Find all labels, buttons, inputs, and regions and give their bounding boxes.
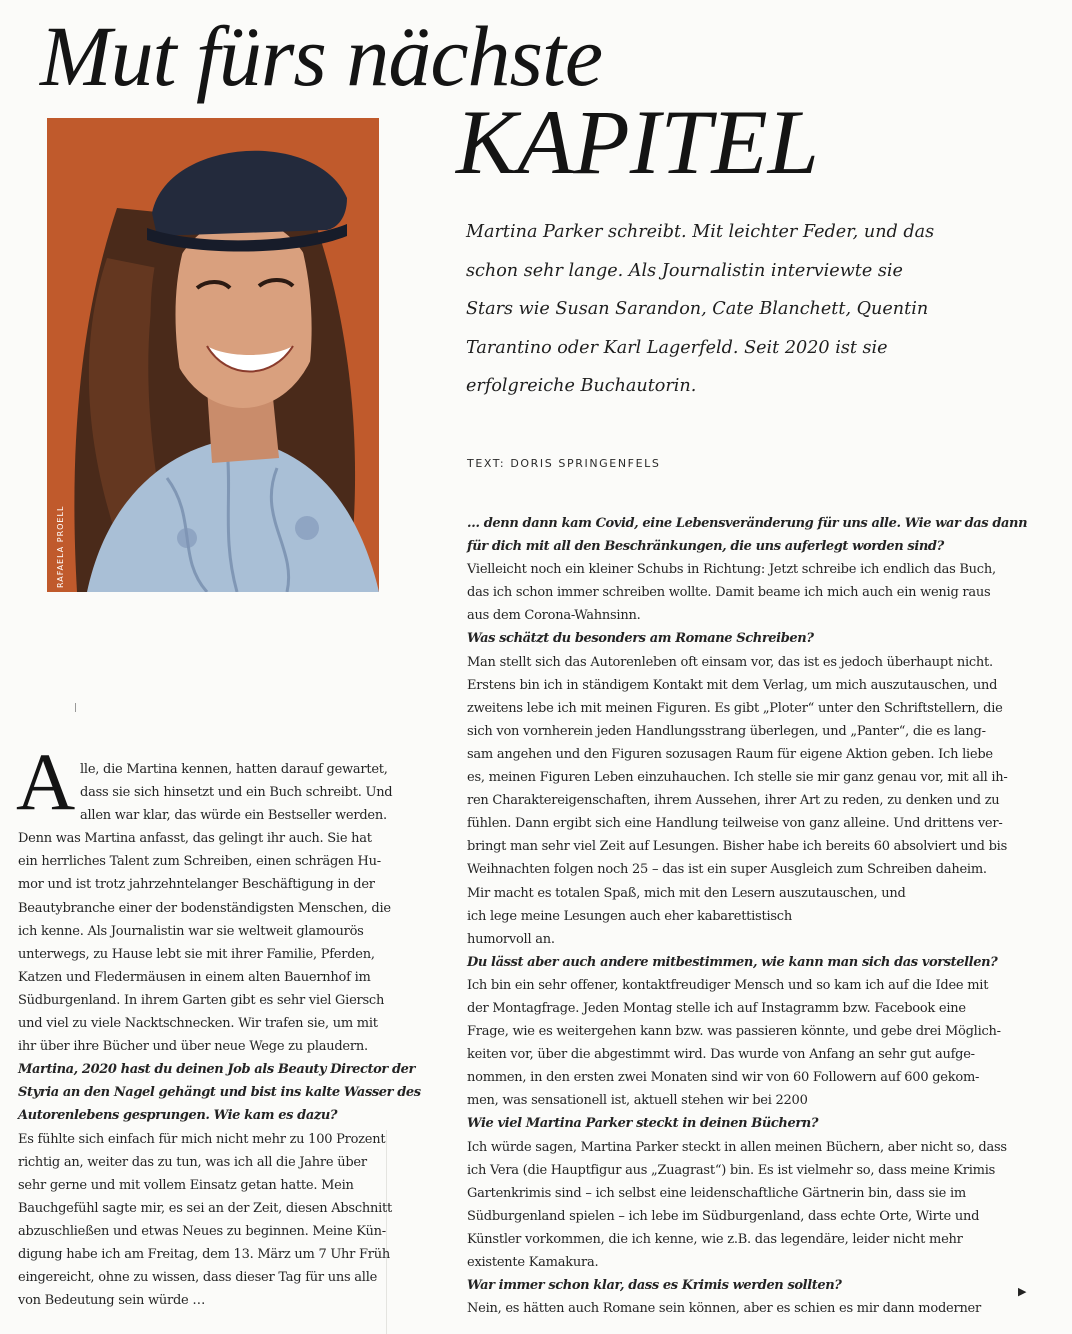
body-text-line: Man stellt sich das Autorenleben oft einsam vor, das ist es jedoch überhaupt nicht. xyxy=(467,654,993,670)
left-column xyxy=(18,758,421,1312)
body-text-line: zweitens lebe ich mit meinen Figuren. Es gibt „Ploter“ unter den Schriftstellern, die xyxy=(467,700,1003,716)
interview-question-line: Autorenlebens gesprungen. Wie kam es dazu? xyxy=(18,1108,338,1124)
portrait-photo xyxy=(47,118,379,592)
body-text-line: der Montagfrage. Jeden Montag stelle ich auf Instagramm bzw. Facebook eine xyxy=(467,1000,966,1016)
body-text-line: das ich schon immer schreiben wollte. Damit beame ich mich auch ein wenig raus xyxy=(467,585,991,601)
body-text-line: Erstens bin ich in ständigem Kontakt mit dem Verlag, um mich auszutauschen, und xyxy=(467,677,998,693)
body-text-line: abzuschließen und etwas Neues zu beginnen. Meine Kün- xyxy=(18,1223,386,1239)
title-line-2: KAPITEL xyxy=(456,91,819,193)
body-text-line: Mir macht es totalen Spaß, mich mit den Lesern auszutauschen, und xyxy=(467,885,906,901)
body-text-line: Nein, es hätten auch Romane sein können, aber es schien es mir dann moderner xyxy=(467,1301,981,1317)
body-text-line: digung habe ich am Freitag, dem 13. März um 7 Uhr Früh xyxy=(18,1246,390,1262)
byline: TEXT: DORIS SPRINGENFELS xyxy=(467,457,661,470)
body-text-line: es, meinen Figuren Leben einzuhauchen. Ich stelle sie mir ganz genau vor, mit all ih- xyxy=(467,770,1008,786)
body-text-line: dass sie sich hinsetzt und ein Buch schreibt. Und xyxy=(80,785,393,801)
body-text-line: ich Vera (die Hauptfigur aus „Zuagrast“) bin. Es ist vielmehr so, dass meine Krimis xyxy=(467,1162,996,1178)
body-text-line: ihr über ihre Bücher und über neue Wege zu plaudern. xyxy=(18,1039,368,1055)
body-text-line: sehr gerne und mit vollem Einsatz getan hatte. Mein xyxy=(18,1177,354,1193)
title-line-1: Mut fürs nächste xyxy=(40,8,603,104)
body-text-line: Es fühlte sich einfach für mich nicht mehr zu 100 Prozent xyxy=(18,1131,386,1147)
lead-paragraph: Martina Parker schreibt. Mit leichter Feder, und das schon sehr lange. Als Journalistin interviewte sie Stars wie Susan Sarandon, Cate Blanchett, Quentin Tarantino oder Karl Lagerfeld. Seit 2020 ist sie erfolgreiche Buchautorin. xyxy=(466,222,935,396)
body-text-line: fühlen. Dann ergibt sich eine Handlung teilweise von ganz alleine. Und drittens ver- xyxy=(467,816,1003,832)
body-text-line: Ich würde sagen, Martina Parker steckt in allen meinen Büchern, aber nicht so, dass xyxy=(467,1139,1007,1155)
body-text-line: ich kenne. Als Journalistin war sie weltweit glamourös xyxy=(18,923,364,939)
body-text-line: Beautybranche einer der bodenständigsten Menschen, die xyxy=(18,900,391,916)
body-text-line: ein herrliches Talent zum Schreiben, einen schrägen Hu- xyxy=(18,854,381,870)
interview-question-line: Du lässt aber auch andere mitbestimmen, wie kann man sich das vorstellen? xyxy=(467,954,998,970)
body-text-line: ich lege meine Lesungen auch eher kabarettistisch xyxy=(467,908,792,924)
portrait-illustration xyxy=(47,118,379,592)
body-text-line: Ich bin ein sehr offener, kontaktfreudiger Mensch und so kam ich auf die Idee mit xyxy=(467,977,989,993)
body-text-line: Weihnachten folgen noch 25 – das ist ein super Ausgleich zum Schreiben daheim. xyxy=(467,862,987,878)
body-text-line: Bauchgefühl sagte mir, es sei an der Zeit, diesen Abschnitt xyxy=(18,1200,392,1216)
body-text-line: lle, die Martina kennen, hatten darauf gewartet, xyxy=(80,762,388,777)
body-text-line: Vielleicht noch ein kleiner Schubs in Richtung: Jetzt schreibe ich endlich das Buch, xyxy=(467,562,996,578)
continue-arrow-icon: ▶ xyxy=(1018,1285,1027,1298)
body-text-line: Gartenkrimis sind – ich selbst eine leidenschaftliche Gärtnerin bin, dass sie im xyxy=(467,1185,966,1201)
body-text-line: Südburgenland spielen – ich lebe im Südburgenland, dass echte Orte, Wirte und xyxy=(467,1208,980,1224)
body-text-line: richtig an, weiter das zu tun, was ich all die Jahre über xyxy=(18,1154,367,1170)
interview-question-line: Wie viel Martina Parker steckt in deinen Büchern? xyxy=(467,1116,819,1132)
body-text-line: Frage, wie es weitergehen kann bzw. was passieren könnte, und gebe drei Möglich- xyxy=(467,1024,1001,1040)
body-text-line: sam angehen und den Figuren sozusagen Raum für eigene Aktion geben. Ich liebe xyxy=(467,746,993,762)
drop-cap: A xyxy=(16,736,76,827)
body-text-line: allen war klar, das würde ein Bestseller werden. xyxy=(80,808,387,824)
interview-question-line: War immer schon klar, dass es Krimis werden sollten? xyxy=(467,1278,842,1294)
body-text-line: Denn was Martina anfasst, das gelingt ihr auch. Sie hat xyxy=(18,831,372,847)
interview-question-line: Martina, 2020 hast du deinen Job als Beauty Director der xyxy=(18,1062,416,1078)
body-text-line: bringt man sehr viel Zeit auf Lesungen. Bisher habe ich bereits 60 absolviert und bis xyxy=(467,839,1007,855)
body-text-line: ren Charaktereigenschaften, ihrem Aussehen, ihrer Art zu reden, zu denken und zu xyxy=(467,793,1000,809)
body-text-line: men, was sensationell ist, aktuell stehen wir bei 2200 xyxy=(467,1093,808,1109)
body-text-line: und viel zu viele Nacktschnecken. Wir trafen sie, um mit xyxy=(18,1016,378,1032)
body-text-line: unterwegs, zu Hause lebt sie mit ihrer Familie, Pferden, xyxy=(18,946,375,962)
interview-question-line: Was schätzt du besonders am Romane Schreiben? xyxy=(467,631,814,647)
body-text-line: Katzen und Fledermäusen in einem alten Bauernhof im xyxy=(18,969,371,985)
interview-question-line: … denn dann kam Covid, eine Lebensveränderung für uns alle. Wie war das dann xyxy=(467,516,1028,531)
body-text-line: existente Kamakura. xyxy=(467,1255,599,1270)
body-text-line: nommen, in den ersten zwei Monaten sind wir von 60 Followern auf 600 gekom- xyxy=(467,1070,980,1086)
right-column xyxy=(467,512,1047,1320)
body-text-line: Künstler vorkommen, die ich kenne, wie z.B. das legendäre, leider nicht mehr xyxy=(467,1231,963,1247)
photo-credit: RAFAELA PROELL xyxy=(56,505,65,588)
layout-tick xyxy=(75,703,76,712)
body-text-line: aus dem Corona-Wahnsinn. xyxy=(467,608,641,624)
body-text-line: sich von vornherein jeden Handlungsstrang überlegen, und „Panter“, die es lang- xyxy=(467,723,986,739)
interview-question-line: Styria an den Nagel gehängt und bist ins kalte Wasser des xyxy=(18,1085,421,1101)
interview-question-line: für dich mit all den Beschränkungen, die uns auferlegt worden sind? xyxy=(467,539,944,555)
body-text-line: mor und ist trotz jahrzehntelanger Beschäftigung in der xyxy=(18,877,375,893)
body-text-line: von Bedeutung sein würde … xyxy=(18,1293,206,1309)
body-text-line: eingereicht, ohne zu wissen, dass dieser Tag für uns alle xyxy=(18,1270,378,1286)
body-text-line: humorvoll an. xyxy=(467,931,555,947)
body-text-line: keiten vor, über die abgestimmt wird. Das wurde von Anfang an sehr gut aufge- xyxy=(467,1047,975,1063)
body-text-line: Südburgenland. In ihrem Garten gibt es sehr viel Giersch xyxy=(18,992,385,1008)
